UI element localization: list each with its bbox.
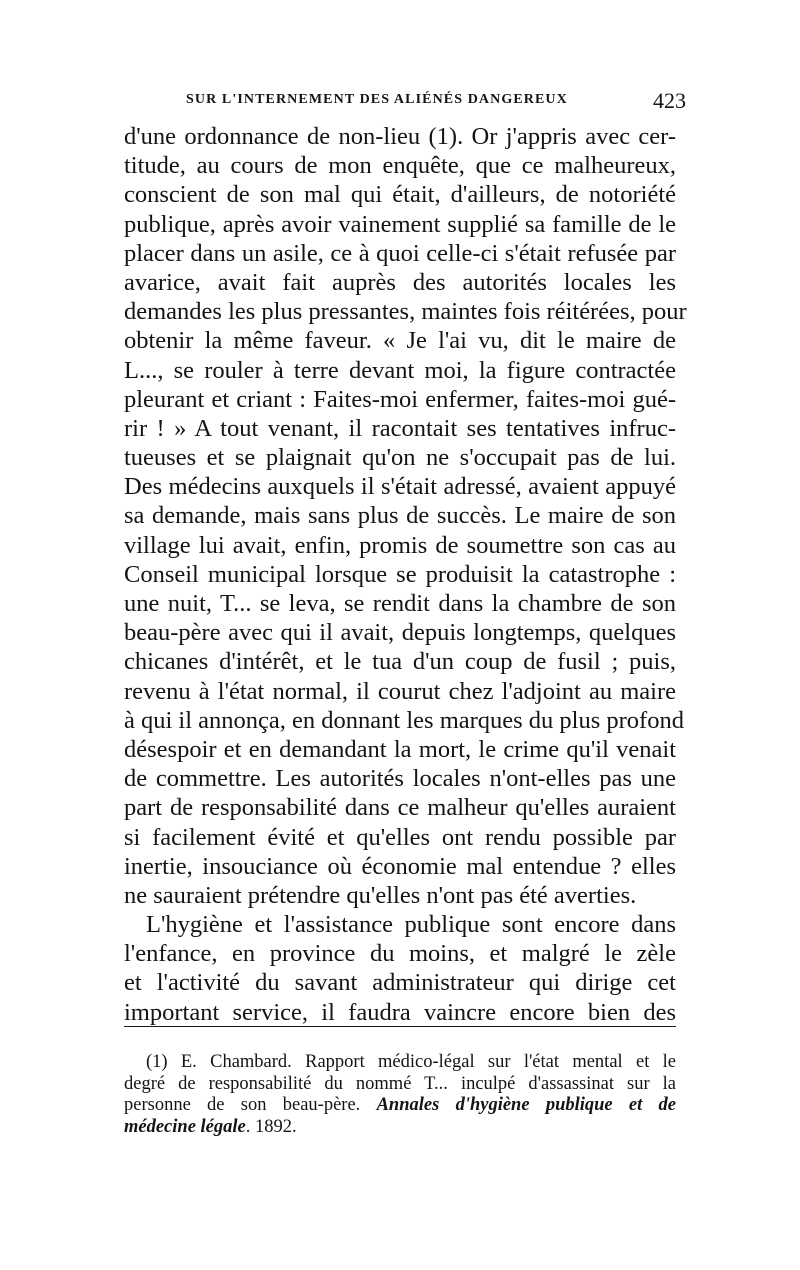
text-line: important service, il faudra vaincre encore bien des [124, 998, 676, 1026]
text-line: et l'activité du savant administrateur qui dirige cet [124, 969, 676, 997]
text-line: une nuit, T... se leva, se rendit dans la chambre de son [124, 590, 676, 617]
running-header [186, 88, 686, 118]
journal-title-continued: médecine légale [124, 1116, 246, 1137]
text-line: tueuses et se plaignait qu'on ne s'occupait pas de lui. [124, 444, 676, 472]
text-line: titude, au cours de mon enquête, que ce malheureux, [124, 152, 676, 180]
text-line: Des médecins auxquels il s'était adressé, avaient appuyé [124, 473, 676, 501]
text-line: village lui avait, enfin, promis de soumettre son cas au [124, 531, 676, 559]
footnote-line [124, 1095, 676, 1117]
text-line: pleurant et criant : Faites-moi enfermer, faites-moi gué- [124, 385, 676, 413]
text-line: part de responsabilité dans ce malheur qu'elles auraient [124, 794, 676, 822]
text-line: désespoir et en demandant la mort, le crime qu'il venait [124, 735, 676, 763]
text-line: Conseil municipal lorsque se produisit la catastrophe : [124, 560, 676, 588]
text-line: si facilement évité et qu'elles ont rendu possible par [124, 823, 676, 851]
text-line: sa demande, mais sans plus de succès. Le maire de son [124, 502, 676, 530]
text-line: obtenir la même faveur. « Je l'ai vu, dit le maire de [124, 327, 676, 355]
text-line: L'hygiène et l'assistance publique sont encore dans [146, 911, 676, 939]
text-line: ne sauraient prétendre qu'elles n'ont pas été averties. [124, 881, 637, 909]
text-line: inertie, insouciance où économie mal entendue ? elles [124, 852, 676, 880]
text-line: chicanes d'intérêt, et le tua d'un coup de fusil ; puis, [124, 648, 676, 676]
text-line: placer dans un asile, ce à quoi celle-ci s'était refusée par [124, 239, 676, 267]
text-line: de commettre. Les autorités locales n'ont-elles pas une [124, 765, 676, 793]
text-line: beau-père avec qui il avait, depuis longtemps, quelques [124, 619, 676, 647]
footnote-rule [124, 1026, 676, 1027]
journal-title: Annales d'hygiène publique et de [376, 1095, 677, 1115]
page-number: 423 [653, 88, 686, 113]
footnote [124, 1052, 676, 1138]
text-line: publique, après avoir vainement supplié sa famille de le [124, 210, 676, 238]
footnote-year: . 1892. [245, 1116, 297, 1137]
footnote-line [124, 1117, 676, 1139]
text-line: à qui il annonça, en donnant les marques du plus profond [124, 706, 684, 734]
footnote-line: degré de responsabilité du nommé T... inculpé d'assassinat sur la [124, 1073, 676, 1094]
text-line: l'enfance, en province du moins, et malgré le zèle [124, 940, 676, 968]
text-line: rir ! » A tout venant, il racontait ses tentatives infruc- [124, 414, 676, 442]
body-text [124, 122, 687, 1027]
text-line: L..., se rouler à terre devant moi, la figure contractée [124, 356, 676, 384]
text-line: demandes les plus pressantes, maintes fois réitérées, pour [124, 298, 687, 326]
text-line: avarice, avait fait auprès des autorités locales les [124, 268, 676, 296]
footnote-text: personne de son beau-père. [124, 1095, 377, 1115]
text-line: revenu à l'état normal, il courut chez l'adjoint au maire [124, 677, 676, 705]
running-title: SUR L'INTERNEMENT DES ALIÉNÉS DANGEREUX [186, 92, 568, 107]
text-line: conscient de son mal qui était, d'ailleurs, de notoriété [124, 181, 676, 209]
footnote-line: (1) E. Chambard. Rapport médico-légal sur l'état mental et le [146, 1052, 676, 1072]
text-line: d'une ordonnance de non-lieu (1). Or j'appris avec cer- [124, 123, 676, 150]
